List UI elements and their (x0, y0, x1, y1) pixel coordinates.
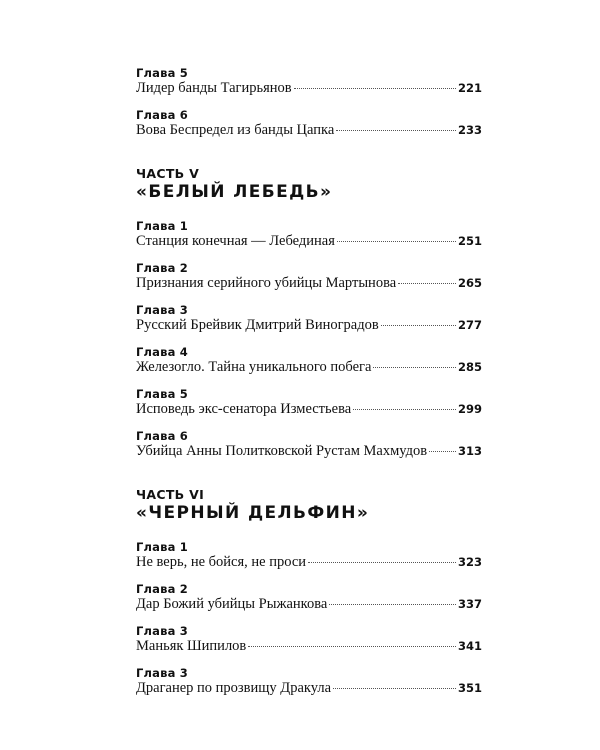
chapter-row (136, 638, 482, 655)
page-number: 233 (457, 123, 482, 137)
dot-leader (373, 367, 456, 368)
dot-leader (329, 604, 456, 605)
dot-leader (398, 283, 456, 284)
chapter-row (136, 122, 482, 139)
chapter-title: Не верь, не бойся, не проси (136, 554, 307, 570)
toc-entry (136, 540, 482, 571)
part-label: ЧАСТЬ VI (136, 487, 205, 502)
page-number: 337 (457, 597, 482, 611)
chapter-label: Глава 5 (136, 387, 188, 401)
chapter-row (136, 554, 482, 571)
chapter-row (136, 275, 482, 292)
part-heading-6 (136, 487, 482, 524)
page-number: 313 (457, 444, 482, 458)
dot-leader (337, 241, 456, 242)
dot-leader (294, 88, 456, 89)
page-number: 285 (457, 360, 482, 374)
toc-entry (136, 582, 482, 613)
toc-entry (136, 666, 482, 697)
dot-leader (333, 688, 456, 689)
chapter-row (136, 401, 482, 418)
chapter-title: Железогло. Тайна уникального побега (136, 359, 372, 375)
chapter-row (136, 596, 482, 613)
chapter-title: Вова Беспредел из банды Цапка (136, 122, 335, 138)
toc-entry (136, 387, 482, 418)
toc-entry (136, 261, 482, 292)
part-heading-5 (136, 166, 482, 203)
chapter-title: Признания серийного убийцы Мартынова (136, 275, 397, 291)
chapter-row (136, 443, 482, 460)
page-number: 299 (457, 402, 482, 416)
chapter-label: Глава 1 (136, 540, 188, 554)
toc-entry (136, 624, 482, 655)
chapter-title: Дар Божий убийцы Рыжанкова (136, 596, 328, 612)
page-number: 351 (457, 681, 482, 695)
chapter-label: Глава 6 (136, 108, 188, 122)
chapter-label: Глава 3 (136, 303, 188, 317)
dot-leader (336, 130, 456, 131)
dot-leader (248, 646, 456, 647)
page-number: 251 (457, 234, 482, 248)
chapter-label: Глава 2 (136, 582, 188, 596)
page-number: 277 (457, 318, 482, 332)
page-number: 221 (457, 81, 482, 95)
toc-entry (136, 219, 482, 250)
page-number: 323 (457, 555, 482, 569)
chapter-row (136, 680, 482, 697)
part-title: «ЧЕРНЫЙ ДЕЛЬФИН» (136, 503, 370, 523)
chapter-title: Русский Брейвик Дмитрий Виноградов (136, 317, 379, 333)
chapter-title: Убийца Анны Политковской Рустам Махмудов (136, 443, 428, 459)
toc-entry (136, 66, 482, 97)
dot-leader (381, 325, 456, 326)
part-label: ЧАСТЬ V (136, 166, 200, 181)
chapter-row (136, 317, 482, 334)
chapter-label: Глава 3 (136, 666, 188, 680)
chapter-title: Драганер по прозвищу Дракула (136, 680, 331, 696)
toc-entry (136, 345, 482, 376)
chapter-label: Глава 3 (136, 624, 188, 638)
chapter-label: Глава 2 (136, 261, 188, 275)
chapter-row (136, 359, 482, 376)
chapter-row (136, 80, 482, 97)
chapter-row (136, 233, 482, 250)
chapter-label: Глава 6 (136, 429, 188, 443)
chapter-title: Лидер банды Тагирьянов (136, 80, 292, 96)
chapter-label: Глава 1 (136, 219, 188, 233)
chapter-title: Исповедь экс-сенатора Изместьева (136, 401, 352, 417)
chapter-label: Глава 4 (136, 345, 188, 359)
toc-entry (136, 108, 482, 139)
toc-entry (136, 303, 482, 334)
dot-leader (353, 409, 456, 410)
toc-entry (136, 429, 482, 460)
part-title: «БЕЛЫЙ ЛЕБЕДЬ» (136, 182, 333, 202)
page-number: 265 (457, 276, 482, 290)
chapter-title: Станция конечная — Лебединая (136, 233, 335, 249)
dot-leader (429, 451, 456, 452)
chapter-label: Глава 5 (136, 66, 188, 80)
chapter-title: Маньяк Шипилов (136, 638, 247, 654)
dot-leader (308, 562, 456, 563)
page-number: 341 (457, 639, 482, 653)
